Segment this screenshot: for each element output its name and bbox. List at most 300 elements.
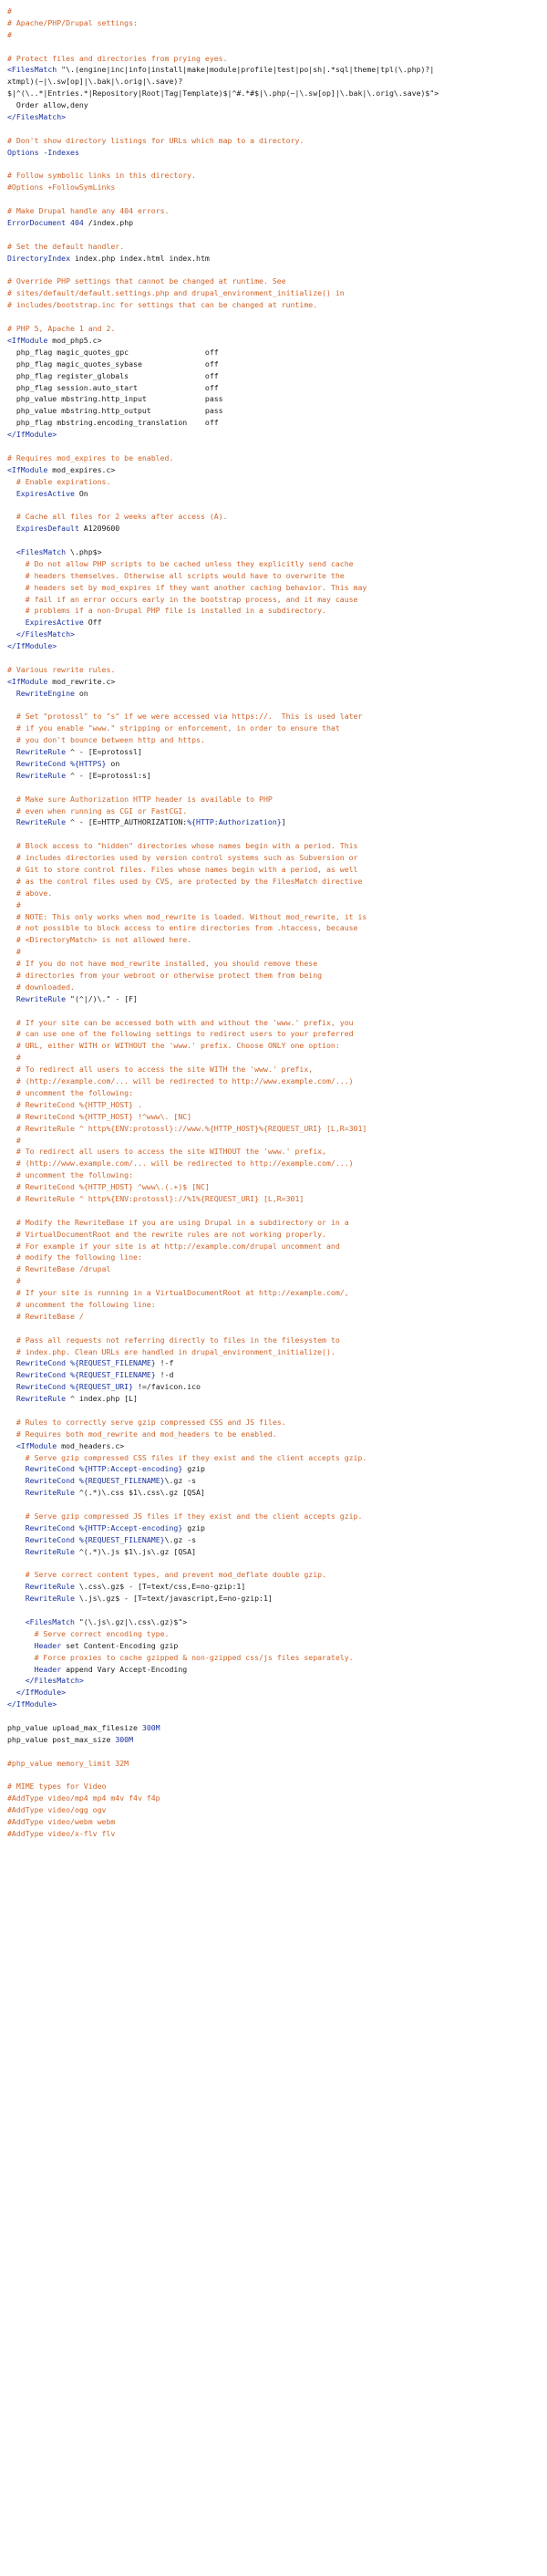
code-line (7, 1746, 547, 1758)
code-line (7, 1123, 547, 1135)
code-line (7, 688, 547, 700)
code-line (7, 558, 547, 570)
code-line (7, 53, 547, 65)
plain-text: \.gz -s (164, 1534, 197, 1544)
plain-text: "\.(engine|inc|info|install|make|module|profile|test|po|sh|.*sql|theme|tpl(\.php)?| (57, 65, 435, 75)
comment-text: # (7, 29, 12, 39)
directive-keyword: </FilesMatch> (7, 629, 75, 639)
code-line (7, 275, 547, 287)
code-line (7, 1828, 547, 1840)
directive-keyword: <FilesMatch (7, 1617, 75, 1627)
plain-text: xtmpl)(~|\.sw[op]|\.bak|\.orig|\.save)? (7, 77, 183, 87)
code-line (7, 617, 547, 628)
code-line (7, 570, 547, 582)
code-line (7, 722, 547, 734)
code-line (7, 417, 547, 429)
comment-text: # Set "protossl" to "s" if we were accessed via https://. This is used later (7, 712, 363, 722)
directive-keyword: %{REQUEST_URI} (70, 1382, 134, 1392)
comment-text: # as the control files used by CVS, are protected by the FilesMatch directive (7, 876, 363, 886)
code-line (7, 382, 547, 394)
directive-keyword: RewriteCond (7, 1522, 75, 1532)
code-line (7, 347, 547, 358)
comment-text: # Follow symbolic links in this directory. (7, 171, 197, 181)
code-line (7, 217, 547, 229)
code-line (7, 911, 547, 923)
code-line (7, 1664, 547, 1676)
code-line (7, 1792, 547, 1804)
directive-keyword: Options (7, 147, 39, 157)
plain-text: gzip (182, 1522, 205, 1532)
plain-text: ^(.*)\.css $1\.css\.gz [QSA] (74, 1488, 205, 1498)
plain-text: ^ - [E=protossl] (66, 747, 142, 757)
code-line (7, 1393, 547, 1405)
comment-text: # Pass all requests not referring directly to files in the filesystem to (7, 1335, 340, 1345)
comment-text: # Make Drupal handle any 404 errors. (7, 206, 170, 216)
code-line (7, 770, 547, 782)
code-line (7, 393, 547, 405)
directive-keyword: RewriteCond (7, 1382, 67, 1392)
comment-text: # Serve gzip compressed JS files if they exist and the client accepts gzip. (7, 1511, 363, 1521)
directive-keyword: <IfModule (7, 464, 48, 474)
code-line (7, 452, 547, 464)
comment-text: # includes directories used by version control systems such as Subversion or (7, 853, 358, 863)
plain-text: mod_expires.c> (47, 464, 116, 474)
comment-text: # even when running as CGI or FastCGI. (7, 805, 188, 815)
comment-text: # Make sure Authorization HTTP header is available to PHP (7, 794, 273, 804)
code-line (7, 1687, 547, 1698)
comment-text: # If you do not have mod_rewrite installed, you should remove these (7, 959, 318, 969)
directive-keyword: -Indexes (43, 147, 79, 157)
comment-text: # Serve correct encoding type. (7, 1628, 170, 1638)
comment-text: # Apache/PHP/Drupal settings: (7, 17, 138, 27)
directive-keyword: 300M (115, 1734, 134, 1744)
directive-keyword: ExpiresActive (7, 618, 84, 628)
comment-text: # For example if your site is at http://example.com/drupal uncomment and (7, 1241, 340, 1251)
plain-text: !=/favicon.ico (133, 1382, 201, 1392)
code-line (7, 535, 547, 546)
directive-keyword: </FilesMatch> (7, 1676, 84, 1686)
code-line (7, 335, 547, 347)
plain-text: Off (83, 618, 102, 628)
code-line (7, 253, 547, 265)
directive-keyword: RewriteCond (7, 1534, 75, 1544)
comment-text: # Various rewrite rules. (7, 664, 116, 674)
code-line (7, 1217, 547, 1229)
plain-text: ^ - [E=HTTP_AUTHORIZATION: (66, 817, 188, 827)
comment-text: # above. (7, 888, 53, 898)
code-line (7, 934, 547, 946)
comment-text: #php_value memory_limit 32M (7, 1758, 129, 1768)
code-line (7, 1804, 547, 1816)
code-line (7, 828, 547, 840)
directive-keyword: RewriteRule (7, 1546, 75, 1556)
comment-text: # (7, 1135, 21, 1145)
code-line (7, 628, 547, 640)
code-line (7, 476, 547, 488)
code-line (7, 1346, 547, 1358)
code-line (7, 805, 547, 817)
plain-text: mod_headers.c> (57, 1440, 125, 1450)
code-line (7, 652, 547, 664)
code-line (7, 840, 547, 852)
code-line (7, 299, 547, 311)
plain-text: php_flag session.auto_start off (7, 382, 219, 392)
code-line (7, 405, 547, 417)
code-line (7, 1522, 547, 1534)
directive-keyword: %{REQUEST_FILENAME} (70, 1358, 156, 1368)
comment-text: # fail if an error occurs early in the bootstrap process, and it may cause (7, 594, 358, 604)
code-line (7, 17, 547, 29)
code-line (7, 311, 547, 323)
code-line (7, 1193, 547, 1205)
comment-text: # RewriteCond %{HTTP_HOST} !^www\. [NC] (7, 1111, 192, 1121)
directive-keyword: RewriteRule (7, 770, 67, 780)
plain-text: Order allow,deny (7, 100, 88, 110)
directive-keyword: RewriteCond (7, 1464, 75, 1474)
code-line (7, 1229, 547, 1241)
comment-text: # RewriteRule ^ http%{ENV:protossl}://www.%{HTTP_HOST}%{REQUEST_URI} [L,R=301] (7, 1123, 367, 1133)
comment-text: # To redirect all users to access the site WITH the 'www.' prefix, (7, 1065, 314, 1075)
directive-keyword: %{REQUEST_FILENAME} (70, 1370, 156, 1380)
code-line (7, 1698, 547, 1710)
code-line (7, 29, 547, 41)
code-line (7, 1440, 547, 1452)
plain-text: php_value mbstring.http_input pass (7, 394, 223, 404)
code-line (7, 1005, 547, 1017)
directive-keyword: RewriteRule (7, 993, 67, 1003)
plain-text: On (74, 488, 88, 498)
code-line (7, 734, 547, 746)
directive-keyword: %{HTTP:Authorization} (187, 817, 282, 827)
plain-text: mod_php5.c> (47, 335, 102, 345)
code-line (7, 1546, 547, 1558)
comment-text: # modify the following line: (7, 1252, 142, 1262)
code-line (7, 429, 547, 441)
code-line (7, 1287, 547, 1299)
comment-text: # Override PHP settings that cannot be changed at runtime. See (7, 276, 286, 286)
plain-text: on (106, 759, 120, 768)
directive-keyword: RewriteRule (7, 747, 67, 757)
code-line (7, 464, 547, 476)
comment-text: # RewriteBase /drupal (7, 1264, 111, 1274)
code-line (7, 193, 547, 205)
code-line (7, 922, 547, 934)
directive-keyword: RewriteRule (7, 1582, 75, 1592)
code-line (7, 1275, 547, 1287)
code-line (7, 1463, 547, 1475)
code-line (7, 1593, 547, 1605)
directive-keyword: </FilesMatch> (7, 112, 67, 122)
code-line (7, 1146, 547, 1158)
plain-text: !-f (155, 1358, 174, 1368)
comment-text: # RewriteCond %{HTTP_HOST} ^www\.(.+)$ [NC] (7, 1182, 210, 1192)
comment-text: # Do not allow PHP scripts to be cached unless they explicitly send cache (7, 558, 354, 568)
comment-text: # uncomment the following line: (7, 1299, 156, 1309)
code-line (7, 1064, 547, 1075)
code-line (7, 1381, 547, 1393)
code-line (7, 958, 547, 970)
code-line (7, 594, 547, 606)
code-line (7, 746, 547, 758)
code-line (7, 229, 547, 241)
directive-keyword: RewriteCond (7, 1476, 75, 1486)
comment-text: # Set the default handler. (7, 241, 125, 251)
code-line (7, 1816, 547, 1828)
comment-text: # headers set by mod_expires if they want another caching behavior. This may (7, 582, 367, 592)
comment-text: # NOTE: This only works when mod_rewrite is loaded. Without mod_rewrite, it is (7, 911, 367, 921)
code-line (7, 1475, 547, 1487)
plain-text: \.php$> (66, 546, 102, 556)
code-line (7, 1499, 547, 1511)
directive-keyword: RewriteCond (7, 1370, 67, 1380)
directive-keyword: %{HTTP:Accept-encoding} (78, 1464, 183, 1474)
code-line (7, 1770, 547, 1781)
code-line (7, 205, 547, 217)
code-line (7, 111, 547, 123)
comment-text: # Modify the RewriteBase if you are using Drupal in a subdirectory or in a (7, 1217, 349, 1227)
plain-text: !-d (155, 1370, 174, 1380)
code-line (7, 852, 547, 864)
code-line (7, 993, 547, 1005)
code-line (7, 1511, 547, 1522)
directive-keyword: </IfModule> (7, 641, 57, 651)
code-line (7, 676, 547, 688)
code-line (7, 41, 547, 53)
directive-keyword: <IfModule (7, 1440, 57, 1450)
code-line (7, 1158, 547, 1169)
comment-text: # VirtualDocumentRoot and the rewrite rules are not working properly. (7, 1229, 326, 1239)
code-line (7, 1205, 547, 1217)
code-line (7, 888, 547, 899)
comment-text: # RewriteBase / (7, 1311, 84, 1321)
code-line (7, 1075, 547, 1087)
code-line (7, 182, 547, 193)
directive-keyword: RewriteCond (7, 759, 67, 768)
comment-text: # uncomment the following: (7, 1087, 134, 1097)
code-line (7, 1087, 547, 1099)
comment-text: # Enable expirations. (7, 476, 111, 486)
plain-text: "(^|/)\." - [F] (66, 993, 138, 1003)
plain-text: $|^(\..*|Entries.*|Repository|Root|Tag|Template)$|^#.*#$|\.php(~|\.sw[op]|\.bak|\.orig\.save)$"> (7, 88, 439, 99)
code-line (7, 1605, 547, 1616)
directive-keyword: Header (7, 1664, 62, 1674)
code-line (7, 1628, 547, 1640)
plain-text: \.js\.gz$ - [T=text/javascript,E=no-gzip:1] (74, 1594, 273, 1604)
plain-text: php_value upload_max_filesize (7, 1723, 142, 1733)
code-line (7, 982, 547, 993)
code-line (7, 1052, 547, 1064)
code-line (7, 64, 547, 76)
code-line (7, 1428, 547, 1440)
comment-text: # If your site can be accessed both with and without the 'www.' prefix, you (7, 1017, 354, 1027)
plain-text: \.css\.gz$ - [T=text/css,E=no-gzip:1] (74, 1582, 246, 1592)
comment-text: #AddType video/x-flv flv (7, 1829, 116, 1839)
comment-text: #Options +FollowSymLinks (7, 182, 116, 192)
code-line (7, 1534, 547, 1546)
comment-text: # Serve gzip compressed CSS files if they exist and the client accepts gzip. (7, 1452, 367, 1462)
directive-keyword: RewriteRule (7, 1488, 75, 1498)
comment-text: # if you enable "www." stripping or enforcement, in order to ensure that (7, 723, 340, 733)
code-line (7, 1675, 547, 1687)
code-line (7, 1405, 547, 1417)
code-line (7, 1357, 547, 1369)
directive-keyword: ErrorDocument (7, 218, 67, 228)
comment-text: # Requires mod_expires to be enabled. (7, 452, 174, 462)
comment-text: # Rules to correctly serve gzip compressed CSS and JS files. (7, 1417, 286, 1427)
code-line (7, 1558, 547, 1570)
plain-text: php_flag mbstring.encoding_translation off (7, 418, 219, 428)
code-line (7, 499, 547, 511)
code-line (7, 323, 547, 335)
comment-text: #AddType video/ogg ogv (7, 1805, 107, 1815)
code-line (7, 1452, 547, 1464)
code-line (7, 1652, 547, 1664)
directive-keyword: %{HTTP:Accept-encoding} (78, 1522, 183, 1532)
code-line (7, 1369, 547, 1381)
code-line (7, 1569, 547, 1581)
comment-text: # (7, 6, 12, 16)
code-line (7, 1135, 547, 1147)
code-line (7, 1181, 547, 1193)
code-line (7, 546, 547, 558)
directive-keyword: RewriteEngine (7, 688, 75, 698)
code-line (7, 441, 547, 452)
comment-text: # directories from your webroot or otherwise protect them from being (7, 971, 323, 981)
comment-text: # sites/default/default.settings.php and drupal_environment_initialize() in (7, 288, 345, 298)
code-line (7, 5, 547, 17)
code-line (7, 946, 547, 958)
code-line (7, 287, 547, 299)
directive-keyword: 404 (70, 218, 84, 228)
plain-text: ^ index.php [L] (66, 1394, 138, 1404)
code-line (7, 488, 547, 500)
comment-text: # <DirectoryMatch> is not allowed here. (7, 935, 192, 945)
code-line (7, 664, 547, 676)
code-line (7, 794, 547, 805)
code-line (7, 605, 547, 617)
comment-text: # Serve correct content types, and prevent mod_deflate double gzip. (7, 1570, 326, 1580)
code-line (7, 159, 547, 171)
comment-text: #AddType video/mp4 mp4 m4v f4v f4p (7, 1793, 160, 1803)
comment-text: # Block access to "hidden" directories whose names begin with a period. This (7, 841, 358, 851)
comment-text: # Cache all files for 2 weeks after access (A). (7, 512, 228, 522)
comment-text: # Git to store control files. Files whose names begin with a period, as well (7, 865, 358, 875)
directive-keyword: RewriteCond (7, 1358, 67, 1368)
comment-text: # Force proxies to cache gzipped & non-gzipped css/js files separately. (7, 1652, 354, 1662)
code-line (7, 1758, 547, 1770)
code-line (7, 582, 547, 594)
code-line (7, 864, 547, 876)
code-line (7, 1311, 547, 1323)
code-line (7, 1640, 547, 1652)
plain-text: ^(.*)\.js $1\.js\.gz [QSA] (74, 1546, 197, 1556)
comment-text: # downloaded. (7, 982, 75, 992)
plain-text: ^ - [E=protossl:s] (66, 770, 151, 780)
code-line (7, 1252, 547, 1263)
comment-text: #AddType video/webm webm (7, 1817, 116, 1827)
directive-keyword: <IfModule (7, 335, 48, 345)
directive-keyword: ExpiresActive (7, 488, 75, 498)
code-line (7, 1169, 547, 1181)
plain-text: php_value post_max_size (7, 1734, 116, 1744)
directive-keyword: </IfModule> (7, 430, 57, 440)
comment-text: # MIME types for Video (7, 1781, 107, 1792)
directive-keyword: </IfModule> (7, 1699, 57, 1709)
code-line (7, 370, 547, 382)
directive-keyword: %{REQUEST_FILENAME} (78, 1476, 165, 1486)
comment-text: # can use one of the following settings to redirect users to your preferred (7, 1029, 354, 1039)
comment-text: # includes/bootstrap.inc for settings that can be changed at runtime. (7, 300, 318, 310)
plain-text: mod_rewrite.c> (47, 676, 116, 686)
plain-text: php_value mbstring.http_output pass (7, 406, 223, 416)
plain-text: append Vary Accept-Encoding (61, 1664, 188, 1674)
directive-keyword: RewriteRule (7, 1594, 75, 1604)
code-line (7, 99, 547, 111)
code-line (7, 1417, 547, 1428)
plain-text: "(\.js\.gz|\.css\.gz)$"> (74, 1617, 188, 1627)
plain-text: php_flag magic_quotes_gpc off (7, 347, 219, 357)
code-line (7, 76, 547, 88)
code-line (7, 700, 547, 712)
plain-text: index.php index.html index.htm (70, 253, 210, 263)
comment-text: # Protect files and directories from prying eyes. (7, 53, 228, 63)
comment-text: # URL, either WITH or WITHOUT the 'www.' prefix. Choose ONLY one option: (7, 1041, 340, 1051)
comment-text: # RewriteRule ^ http%{ENV:protossl}://%1%{REQUEST_URI} [L,R=301] (7, 1193, 304, 1203)
comment-text: # you don't bounce between http and https. (7, 735, 205, 745)
directive-keyword: <IfModule (7, 676, 48, 686)
code-line (7, 1111, 547, 1123)
comment-text: # To redirect all users to access the site WITHOUT the 'www.' prefix, (7, 1147, 326, 1157)
plain-text: php_flag magic_quotes_sybase off (7, 358, 219, 369)
plain-text: gzip (182, 1464, 205, 1474)
code-line (7, 123, 547, 135)
code-line (7, 1263, 547, 1275)
code-line (7, 1028, 547, 1040)
plain-text: set Content-Encoding gzip (61, 1640, 179, 1650)
comment-text: # index.php. Clean URLs are handled in drupal_environment_initialize(). (7, 1346, 335, 1356)
directive-keyword: RewriteRule (7, 817, 67, 827)
comment-text: # RewriteCond %{HTTP_HOST} . (7, 1099, 142, 1109)
code-line (7, 1299, 547, 1311)
code-line (7, 88, 547, 99)
code-line (7, 1335, 547, 1346)
code-line (7, 711, 547, 722)
code-line (7, 1734, 547, 1746)
code-line (7, 758, 547, 770)
directive-keyword: %{HTTPS} (70, 759, 107, 768)
code-line (7, 1040, 547, 1052)
plain-text: ] (281, 817, 286, 827)
plain-text: on (74, 688, 88, 698)
code-line (7, 1616, 547, 1628)
directive-keyword: %{REQUEST_FILENAME} (78, 1534, 165, 1544)
directive-keyword: ExpiresDefault (7, 524, 79, 534)
directive-keyword: <FilesMatch (7, 65, 57, 75)
code-line (7, 1323, 547, 1335)
comment-text: # (http://www.example.com/... will be redirected to http://example.com/...) (7, 1158, 354, 1169)
code-line (7, 640, 547, 652)
directive-keyword: <FilesMatch (7, 546, 67, 556)
code-line (7, 899, 547, 911)
plain-text: php_flag register_globals off (7, 370, 219, 380)
code-line (7, 876, 547, 888)
code-line (7, 1017, 547, 1029)
comment-text: # PHP 5, Apache 1 and 2. (7, 324, 116, 334)
code-line (7, 1241, 547, 1252)
code-line (7, 170, 547, 182)
plain-text: \.gz -s (164, 1476, 197, 1486)
comment-text: # uncomment the following: (7, 1170, 134, 1180)
